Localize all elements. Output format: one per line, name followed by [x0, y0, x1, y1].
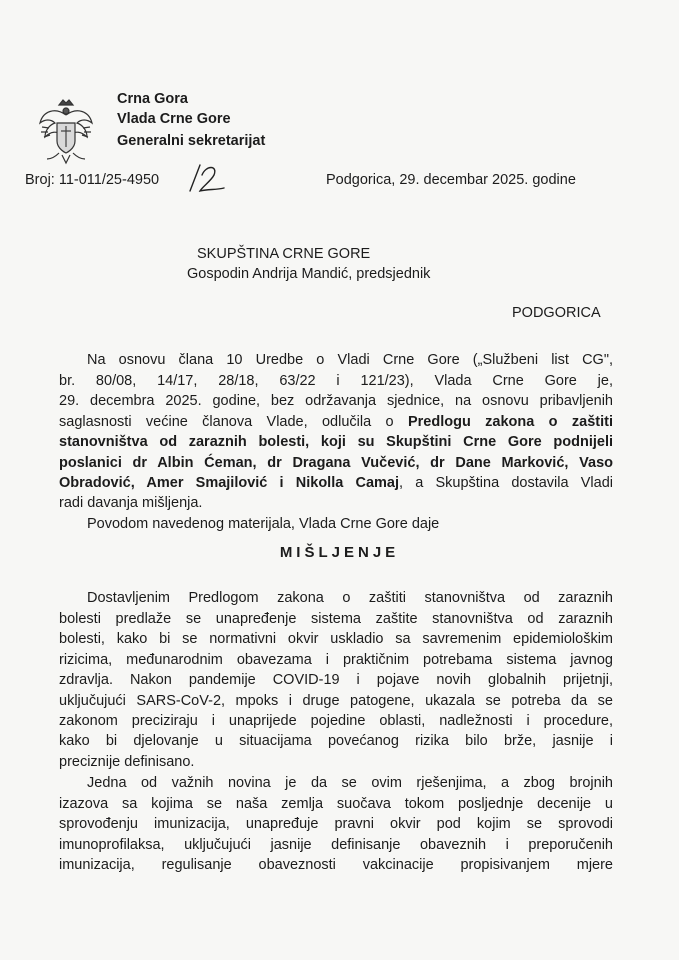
body1-line-8: kako bi djelovanje u situacijama povećanog rizika bilo brže, jasnije i: [59, 733, 613, 750]
intro-line-7-bold: Obradović, Amer Smajilović i Nikolla Camaj: [59, 475, 400, 492]
body2-line-4: imunoprofilaksa, uključujući jasnije definisanje obaveznih i preporučenih: [59, 836, 613, 853]
body1-line-9: preciznije definisano.: [59, 753, 195, 770]
intro-line-3: 29. decembra 2025. godine, bez održavanja sjednice, na osnovu pribavljenih: [59, 393, 613, 410]
body1-line-7: zakonom preciziraju i unaprijede pojedine oblasti, nadležnosti i procedure,: [59, 713, 613, 730]
recipient-institution: SKUPŠTINA CRNE GORE: [197, 246, 371, 262]
body1-line-2: bolesti predlaže se unapređenje sistema zaštite stanovništva od zaraznih: [59, 611, 613, 627]
body-paragraph-1: [59, 609, 613, 772]
body-paragraph-2: [59, 794, 613, 876]
intro-line-4: [59, 412, 613, 432]
intro-line-7: [59, 473, 613, 493]
coat-of-arms-icon: [37, 97, 95, 167]
body1-line-6: uključujući SARS-CoV-2, mpoks i druge patogene, ukazala se potreba da se: [59, 692, 613, 709]
intro-line-5: stanovništva od zaraznih bolesti, koji su Skupštini Crne Gore podnijeli: [59, 434, 613, 451]
handwritten-mark: [184, 161, 232, 197]
header-government: Vlada Crne Gore: [117, 111, 231, 127]
intro-line-4-bold: Predlogu zakona o zaštiti: [407, 413, 613, 430]
intro-paragraph: [87, 350, 613, 370]
body-paragraph-2-first: [87, 773, 613, 793]
intro-closing: [87, 514, 613, 534]
body2-line-5: imunizacija, regulisanje obaveznosti vakcinacije propisivanjem mjere: [59, 857, 613, 874]
body2-line-3: sprovođenju imunizacija, unapređuje pravni okvir pod kojim se sprovodi: [59, 816, 613, 833]
intro-line-7-text: , a Skupština dostavila Vladi: [399, 475, 613, 492]
intro-line-1: Na osnovu člana 10 Uredbe o Vladi Crne Gore („Službeni list CG",: [87, 352, 613, 368]
body2-line-2: izazova sa kojima se naša zemlja suočava tokom posljednje decenije u: [59, 796, 613, 812]
header-secretariat: Generalni sekretarijat: [117, 133, 266, 149]
intro-line-9: Povodom navedenog materijala, Vlada Crne Gore daje: [87, 516, 440, 532]
intro-line-6: poslanici dr Albin Ćeman, dr Dragana Vučević, dr Dane Marković, Vaso: [59, 454, 613, 471]
body-paragraph-1-first: [87, 588, 613, 608]
recipient-person: Gospodin Andrija Mandić, predsjednik: [187, 266, 431, 282]
recipient-city: PODGORICA: [512, 305, 601, 321]
reference-number: Broj: 11-011/25-4950: [25, 172, 160, 188]
body1-line-5: zdravlja. Nakon pandemije COVID-19 i pojave novih globalnih prijetnji,: [59, 672, 613, 689]
header-country: Crna Gora: [117, 91, 188, 107]
document-date: Podgorica, 29. decembar 2025. godine: [326, 172, 576, 188]
intro-line-2: br. 80/08, 14/17, 28/18, 63/22 i 121/23), Vlada Crne Gore je,: [59, 373, 613, 389]
body1-line-1: Dostavljenim Predlogom zakona o zaštiti stanovništva od zaraznih: [87, 590, 613, 606]
intro-line-8: radi davanja mišljenja.: [59, 495, 203, 512]
body2-line-1: Jedna od važnih novina je da se ovim rješenjima, a zbog brojnih: [87, 775, 613, 791]
body1-line-4: rizicima, međunarodnim obavezama i praktičnim potrebama sistema javnog: [59, 651, 613, 668]
body1-line-3: bolesti, kako bi se normativni okvir uskladio sa savremenim epidemiološkim: [59, 631, 613, 648]
intro-line-4-text: saglasnosti većine članova Vlade, odlučila o: [59, 413, 408, 430]
opinion-heading: MIŠLJENJE: [279, 544, 400, 561]
intro-paragraph-body: [59, 371, 613, 514]
